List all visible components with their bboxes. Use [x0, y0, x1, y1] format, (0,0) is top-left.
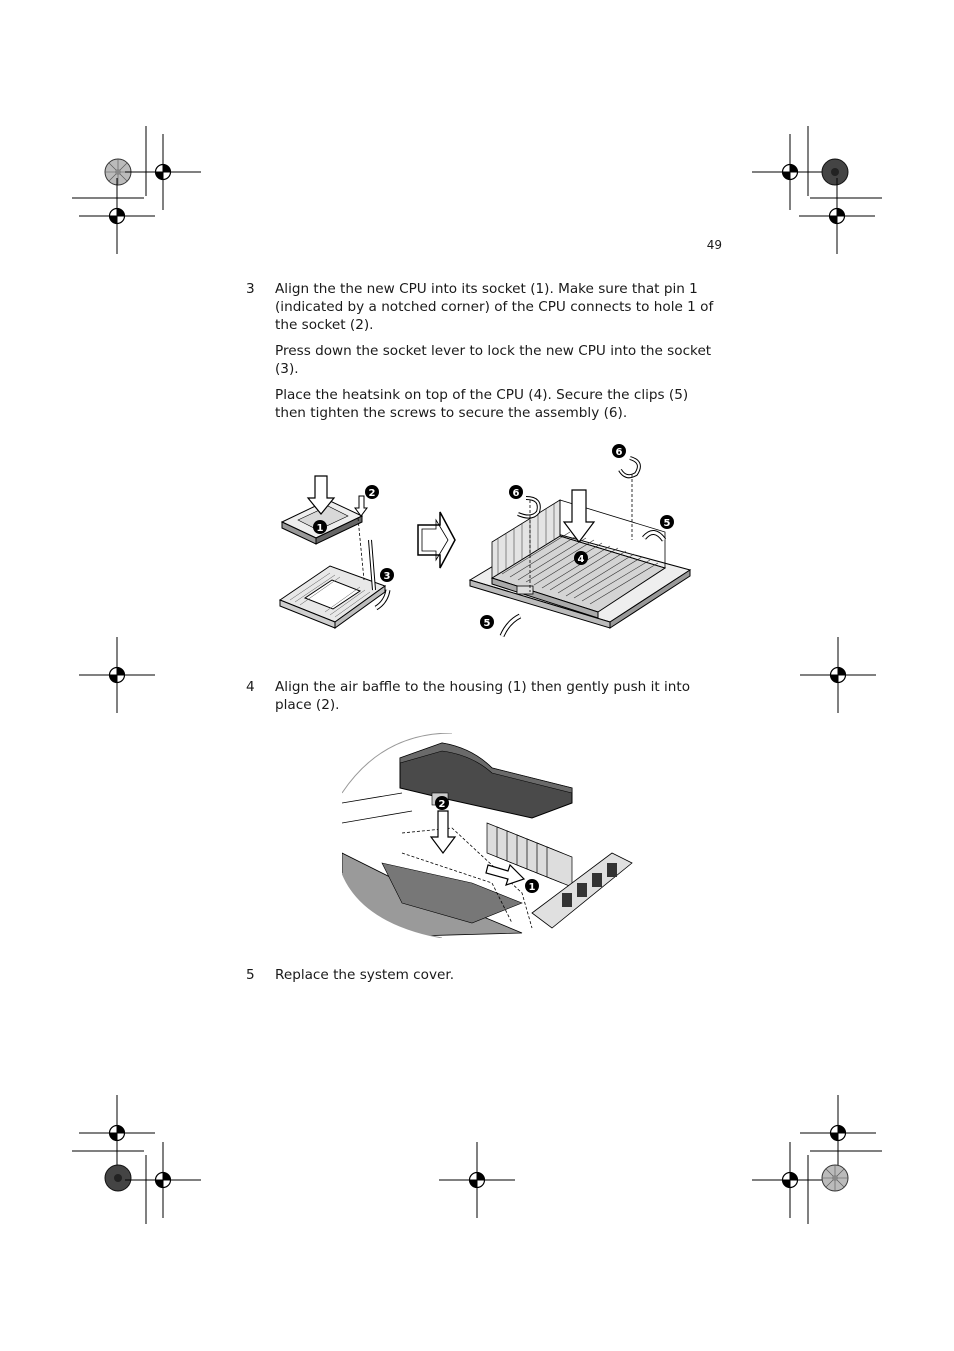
page-number: 49 [706, 238, 722, 252]
cpu-heatsink-figure [270, 440, 710, 650]
svg-text:5: 5 [483, 618, 491, 629]
step-number: 3 [246, 281, 255, 297]
step-4 [246, 678, 716, 722]
cpu-socket-illustration [280, 540, 385, 628]
callout-badge [660, 515, 674, 529]
down-arrow-icon [564, 490, 594, 542]
step-paragraph: Press down the socket lever to lock the new CPU into the socket (3). [275, 343, 712, 377]
svg-text:6: 6 [615, 447, 623, 458]
step-3 [246, 280, 716, 430]
rotate-arrow-icon [518, 498, 539, 517]
air-baffle-figure [342, 733, 642, 938]
callout-badge [525, 879, 539, 893]
rotate-arrow-icon [620, 458, 639, 476]
callout-badge [509, 485, 523, 499]
callout-badge [612, 444, 626, 458]
callout-badge [313, 520, 327, 534]
svg-text:2: 2 [368, 488, 376, 499]
svg-text:5: 5 [663, 518, 671, 529]
callout-badge [380, 568, 394, 582]
step-paragraph: Place the heatsink on top of the CPU (4). Secure the clips (5) then tighten the screws to secure the assembly (6). [275, 387, 689, 421]
svg-text:6: 6 [512, 488, 520, 499]
callout-badge [365, 485, 379, 499]
step-paragraph: Align the the new CPU into its socket (1). Make sure that pin 1 (indicated by a notched corner) of the CPU connects to hole 1 of the socket (2). [275, 281, 714, 333]
step-5 [246, 966, 716, 992]
right-arrow-icon [418, 512, 455, 568]
callout-badge [480, 615, 494, 629]
svg-text:2: 2 [438, 799, 446, 810]
callout-badge [574, 551, 588, 565]
down-arrow-icon [355, 496, 367, 516]
step-paragraph: Align the air baffle to the housing (1) then gently push it into place (2). [275, 679, 691, 713]
step-number: 5 [246, 967, 255, 983]
svg-text:3: 3 [383, 571, 391, 582]
step-number: 4 [246, 679, 255, 695]
step-paragraph: Replace the system cover. [275, 967, 455, 983]
svg-text:1: 1 [528, 882, 536, 893]
svg-text:1: 1 [316, 523, 324, 534]
svg-text:4: 4 [577, 554, 585, 565]
callout-badge [435, 796, 449, 810]
